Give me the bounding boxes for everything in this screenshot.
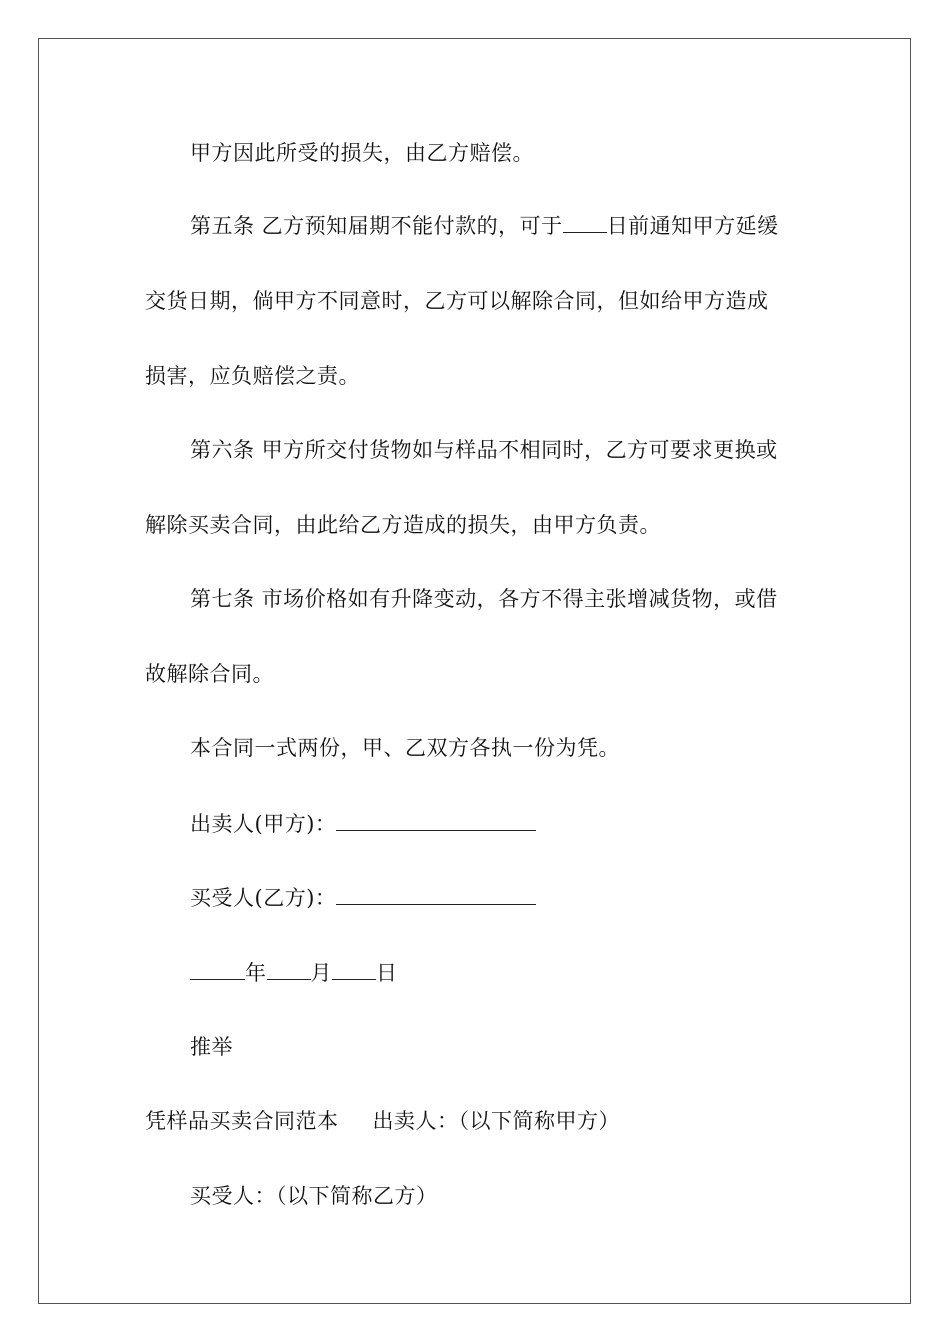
date-line <box>190 959 398 987</box>
buyer-label: 买受人(乙方)： <box>190 886 337 910</box>
recommend-heading: 推举 <box>190 1035 233 1059</box>
copies-clause: 本合同一式两份，甲、乙双方各执一份为凭。 <box>190 736 620 760</box>
year-blank <box>190 959 245 980</box>
article-6-line-1: 第六条 甲方所交付货物如与样品不相同时，乙方可要求更换或 <box>190 438 778 462</box>
day-blank <box>332 959 376 980</box>
sample-contract-title: 凭样品买卖合同范本 <box>145 1109 339 1133</box>
month-label: 月 <box>310 961 332 985</box>
seller-label: 出卖人(甲方)： <box>190 812 337 836</box>
seller-intro: 出卖人：（以下简称甲方） <box>372 1109 620 1133</box>
buyer-signature-blank <box>336 884 536 905</box>
sample-contract-title-line <box>145 1107 620 1135</box>
article-5-line-1 <box>190 212 779 240</box>
seller-signature-line <box>190 810 536 838</box>
article-5-text-b: 日前通知甲方延缓 <box>606 214 779 238</box>
article-7-line-1: 第七条 市场价格如有升降变动，各方不得主张增减货物，或借 <box>190 587 778 611</box>
paragraph-line: 甲方因此所受的损失，由乙方赔偿。 <box>190 141 534 165</box>
article-5-text-a: 第五条 乙方预知届期不能付款的，可于 <box>190 214 563 238</box>
paragraph-line: 损害，应负赔偿之责。 <box>145 364 360 388</box>
month-blank <box>267 959 311 980</box>
buyer-signature-line <box>190 884 536 912</box>
day-label: 日 <box>376 961 398 985</box>
seller-signature-blank <box>336 810 536 831</box>
paragraph-line: 故解除合同。 <box>145 662 274 686</box>
buyer-intro: 买受人：（以下简称乙方） <box>190 1184 438 1208</box>
days-blank <box>563 212 607 233</box>
paragraph-line: 交货日期，倘甲方不同意时，乙方可以解除合同，但如给甲方造成 <box>145 289 769 313</box>
paragraph-line: 解除买卖合同，由此给乙方造成的损失，由甲方负责。 <box>145 513 661 537</box>
year-label: 年 <box>245 961 267 985</box>
